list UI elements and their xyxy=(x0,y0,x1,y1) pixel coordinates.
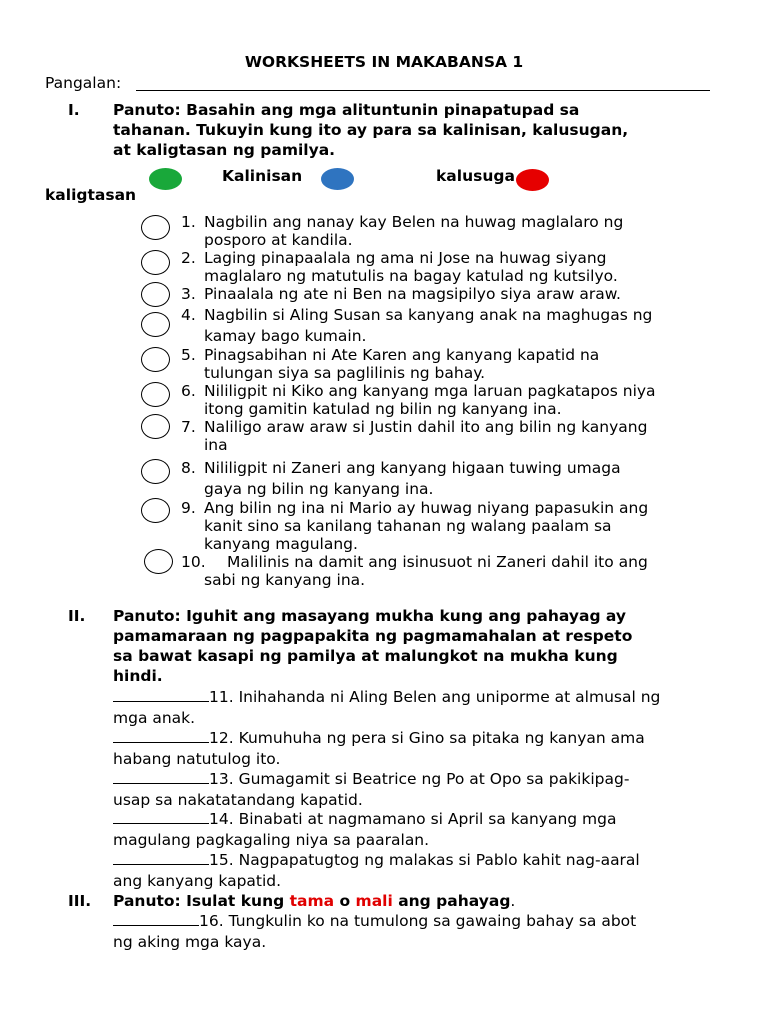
worksheet-title: WORKSHEETS IN MAKABANSA 1 xyxy=(244,53,524,71)
list-item: 1. Nagbilin ang nanay kay Belen na huwag maglalaro ng posporo at kandila. xyxy=(181,213,624,249)
section-1-numeral: I. xyxy=(68,101,80,119)
answer-circle[interactable] xyxy=(141,250,170,275)
list-item: 15. Nagpapatugtog ng malakas si Pablo kahit nag-aaral ang kanyang kapatid. xyxy=(113,851,640,890)
section-3-instruction: Panuto: Isulat kung tama o mali ang pahayag. xyxy=(113,892,516,910)
instruction-line: Panuto: Iguhit ang masayang mukha kung ang pahayag ay xyxy=(113,607,627,625)
answer-circle[interactable] xyxy=(141,382,170,407)
word-tama: tama xyxy=(289,892,335,910)
list-item: 16. Tungkulin ko na tumulong sa gawaing bahay sa abot ng aking mga kaya. xyxy=(113,912,637,951)
legend-label-kaligtasan: kaligtasan xyxy=(45,186,137,204)
answer-blank[interactable] xyxy=(113,852,209,865)
name-label: Pangalan: xyxy=(45,74,122,92)
answer-circle[interactable] xyxy=(141,347,170,372)
answer-blank[interactable] xyxy=(113,811,209,824)
list-item: 11. Inihahanda ni Aling Belen ang uniporme at almusal ng mga anak. xyxy=(113,688,661,727)
section-3-numeral: III. xyxy=(68,892,92,910)
list-item: 9. Ang bilin ng ina ni Mario ay huwag niyang papasukin ang kanit sino sa kanilang tahanan ng walang paalam sa kanyang magulang. xyxy=(181,499,649,553)
answer-circle[interactable] xyxy=(141,459,170,484)
name-blank-line[interactable] xyxy=(136,90,710,91)
list-item: 3. Pinaalala ng ate ni Ben na magsipilyo siya araw araw. xyxy=(181,285,621,303)
section-1-instruction xyxy=(113,100,628,160)
instruction-line: hindi. xyxy=(113,667,163,685)
word-mali: mali xyxy=(355,892,393,910)
instruction-line: tahanan. Tukuyin kung ito ay para sa kalinisan, kalusugan, xyxy=(113,121,629,139)
instruction-line: sa bawat kasapi ng pamilya at malungkot na mukha kung xyxy=(113,647,618,665)
list-item: 13. Gumagamit si Beatrice ng Po at Opo sa pakikipag- usap sa nakatatandang kapatid. xyxy=(113,770,630,809)
answer-circle[interactable] xyxy=(141,312,170,337)
instruction-line: Panuto: Basahin ang mga alituntunin pinapatupad sa xyxy=(113,101,580,119)
red-dot-icon xyxy=(516,169,549,191)
list-item: 8. Nililigpit ni Zaneri ang kanyang higaan tuwing umaga gaya ng bilin ng kanyang ina. xyxy=(181,459,621,498)
legend-label-kalinisan: Kalinisan xyxy=(222,167,303,185)
list-item: 2. Laging pinapaalala ng ama ni Jose na huwag siyang maglalaro ng matutulis na bagay katulad ng kutsilyo. xyxy=(181,249,618,285)
list-item: 14. Binabati at nagmamano si April sa kanyang mga magulang pagkagaling niya sa paaralan. xyxy=(113,810,617,849)
instruction-line: pamamaraan ng pagpapakita ng pagmamahalan at respeto xyxy=(113,627,633,645)
list-item: 6. Nililigpit ni Kiko ang kanyang mga laruan pagkatapos niya itong gamitin katulad ng bilin ng kanyang ina. xyxy=(181,382,656,418)
list-item: 10. Malilinis na damit ang isinusuot ni Zaneri dahil ito ang sabi ng kanyang ina. xyxy=(181,553,648,589)
answer-blank[interactable] xyxy=(113,913,199,926)
answer-circle[interactable] xyxy=(141,282,170,307)
list-item: 5. Pinagsabihan ni Ate Karen ang kanyang kapatid na tulungan siya sa paglilinis ng bahay. xyxy=(181,346,600,382)
section-2-instruction xyxy=(113,606,632,686)
answer-circle[interactable] xyxy=(141,498,170,523)
instruction-line: at kaligtasan ng pamilya. xyxy=(113,141,336,159)
answer-circle[interactable] xyxy=(141,215,170,240)
section-2-numeral: II. xyxy=(68,607,86,625)
legend-label-kalusugan: kalusuga xyxy=(436,167,515,185)
list-item: 4. Nagbilin si Aling Susan sa kanyang anak na maghugas ng kamay bago kumain. xyxy=(181,306,653,345)
answer-circle[interactable] xyxy=(141,414,170,439)
list-item: 7. Naliligo araw araw si Justin dahil ito ang bilin ng kanyang ina xyxy=(181,418,648,454)
answer-circle[interactable] xyxy=(144,549,173,574)
list-item: 12. Kumuhuha ng pera si Gino sa pitaka ng kanyan ama habang natutulog ito. xyxy=(113,729,645,768)
answer-blank[interactable] xyxy=(113,771,209,784)
answer-blank[interactable] xyxy=(113,730,209,743)
blue-dot-icon xyxy=(321,168,354,190)
green-dot-icon xyxy=(149,168,182,190)
answer-blank[interactable] xyxy=(113,689,209,702)
